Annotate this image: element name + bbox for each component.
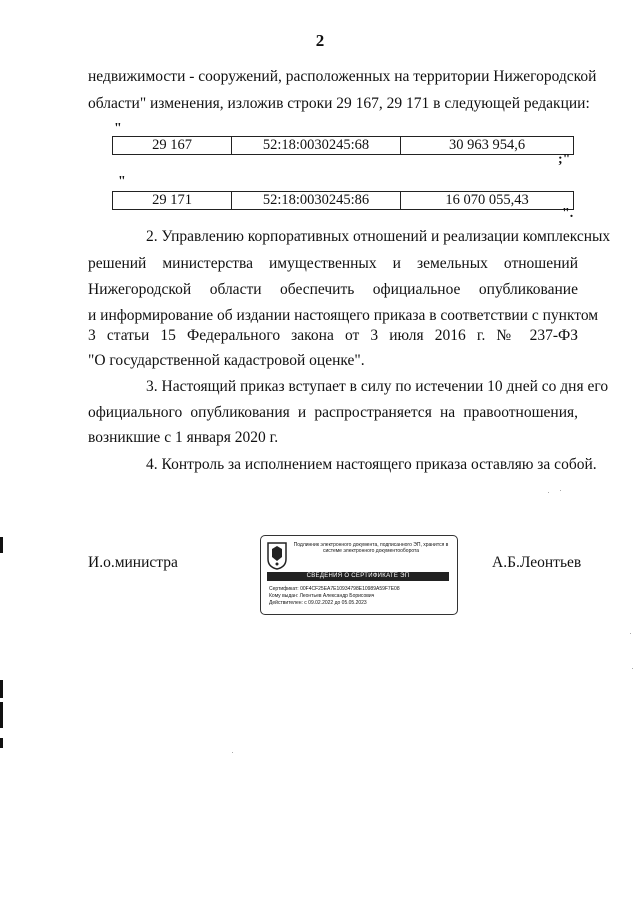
para3-line-3: возникшие с 1 января 2020 г.: [88, 429, 279, 446]
stamp-bar: СВЕДЕНИЯ О СЕРТИФИКАТЕ ЭП: [267, 572, 449, 581]
para2-line-4: и информирование об издании настоящего приказа в соответствии с пунктом: [88, 307, 599, 324]
row-1-value: 30 963 954,6: [401, 137, 574, 155]
intro-line-1: недвижимости - сооружений, расположенных на территории Нижегородской: [88, 68, 597, 85]
scan-speck: [560, 490, 561, 491]
stamp-validity: Действителен: с 09.02.2022 до 05.05.2023: [269, 600, 367, 606]
electronic-signature-stamp: [260, 535, 458, 615]
para2-line-1: 2. Управлению корпоративных отношений и реализации комплексных: [146, 228, 611, 245]
para2-line-6: "О государственной кадастровой оценке".: [88, 352, 365, 369]
table-row-1-close: ;": [558, 152, 571, 167]
table-row-1: [112, 136, 574, 155]
para2-line-5: 3 статьи 15 Федерального закона от 3 июля 2016 г. № 237-ФЗ: [88, 327, 578, 344]
signature-name: А.Б.Леонтьев: [492, 554, 582, 571]
para2-line-2: решений министерства имущественных и земельных отношений: [88, 255, 578, 272]
row-2-cadastral: 52:18:0030245:86: [232, 192, 401, 210]
para2-line-3: Нижегородской области обеспечить официальное опубликование: [88, 281, 578, 298]
para3-line-1: 3. Настоящий приказ вступает в силу по истечении 10 дней со дня его: [146, 378, 609, 395]
intro-line-2: области" изменения, изложив строки 29 167, 29 171 в следующей редакции:: [88, 95, 590, 112]
edge-mark: [0, 738, 3, 748]
table-row-2-close: ".: [562, 206, 574, 221]
edge-mark: [0, 537, 3, 553]
row-2-value: 16 070 055,43: [401, 192, 574, 210]
signature-title: И.о.министра: [88, 554, 178, 571]
stamp-certificate: Сертификат: 00F4CF25EA7E10934798E10989A59F7E08: [269, 586, 400, 592]
para4: 4. Контроль за исполнением настоящего приказа оставляю за собой.: [146, 456, 597, 473]
scan-speck: [232, 752, 233, 753]
row-1-number: 29 167: [113, 137, 232, 155]
row-2-number: 29 171: [113, 192, 232, 210]
edge-mark: [0, 680, 3, 698]
table-row-2: [112, 191, 574, 210]
scan-speck: [548, 492, 549, 493]
scan-speck: [632, 668, 633, 669]
scan-speck: [630, 633, 631, 634]
coat-of-arms-icon: [266, 541, 288, 571]
page-number: 2: [315, 31, 325, 50]
stamp-header: Подлинник электронного документа, подписанного ЭП, хранится в системе электронного документооборота: [293, 542, 449, 554]
table-row-2-open-quote: ": [118, 174, 126, 189]
edge-mark: [0, 702, 3, 728]
row-1-cadastral: 52:18:0030245:68: [232, 137, 401, 155]
para3-line-2: официального опубликования и распространяется на правоотношения,: [88, 404, 578, 421]
table-row-1-open-quote: ": [114, 121, 122, 136]
stamp-owner: Кому выдан: Леонтьев Александр Борисович: [269, 593, 375, 599]
